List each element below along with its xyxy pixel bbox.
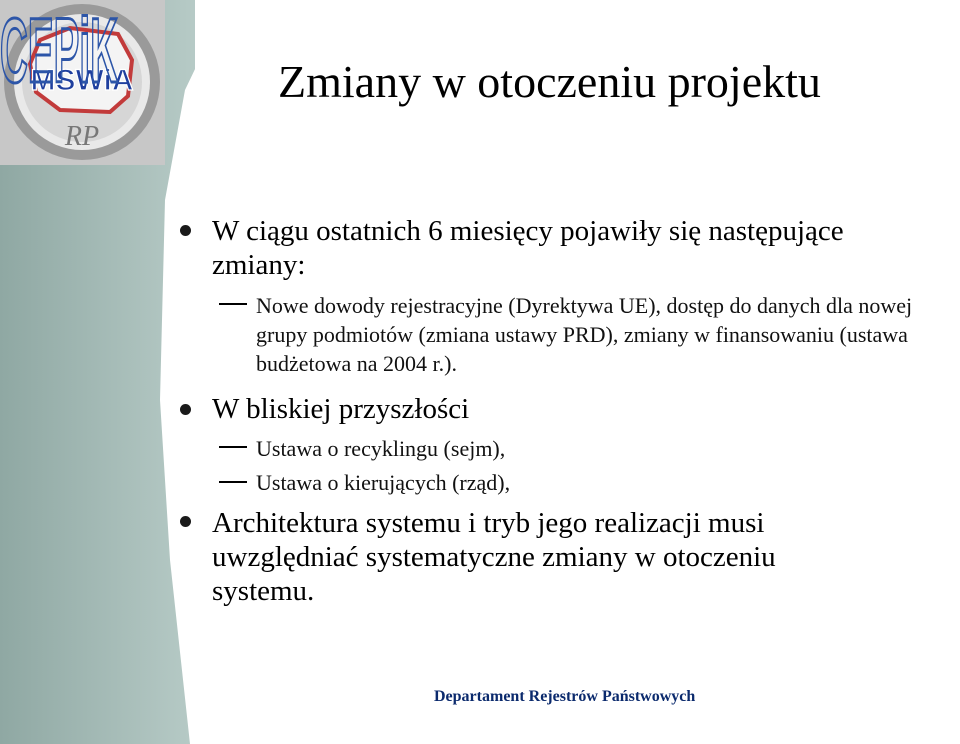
slide-title: Zmiany w otoczeniu projektu: [278, 56, 821, 107]
bullet-icon: [180, 516, 191, 527]
logo-sub-text: RP: [64, 121, 100, 152]
bullet-icon: [180, 404, 191, 415]
dash-icon: [219, 303, 247, 305]
cepik-logo-text: CEPiK: [0, 0, 118, 90]
bullet-text: W ciągu ostatnich 6 miesięcy pojawiły się następujące zmiany:: [212, 215, 844, 281]
sidebar: [0, 0, 195, 744]
logo-text: MSWiA: [30, 64, 134, 97]
dash-icon: [219, 446, 247, 448]
dash-icon: [219, 481, 247, 483]
sub-bullet-text: Ustawa o kierujących (rząd),: [256, 470, 511, 495]
bullet-text: W bliskiej przyszłości: [212, 393, 470, 425]
sub-bullet-text: Nowe dowody rejestracyjne (Dyrektywa UE), dostęp do danych dla nowej grupy podmiotów (zmiana ustawy PRD), zmiany w finansowaniu (ustawa budżetowa na 2004 r.).: [256, 293, 913, 376]
cepik-logo: [0, 0, 120, 90]
bullet-icon: [180, 225, 191, 236]
footer-text: Departament Rejestrów Państwowych: [434, 688, 696, 705]
sub-bullet-text: Ustawa o recyklingu (sejm),: [256, 436, 506, 461]
bullet-text: Architektura systemu i tryb jego realizacji musi uwzględniać systematyczne zmiany w otoczeniu systemu.: [212, 507, 776, 607]
